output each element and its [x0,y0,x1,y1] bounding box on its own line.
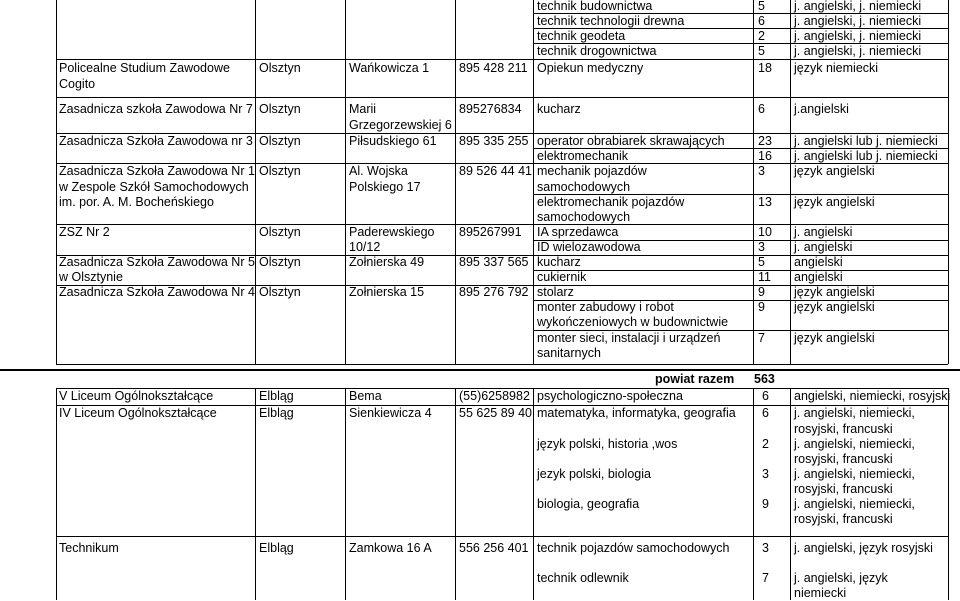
phone-cell: (55)6258982 [459,389,530,403]
school-name-cell: im. por. A. M. Bocheńskiego [59,195,214,209]
phone-cell: 895276834 [459,102,522,116]
grid-line [345,388,346,600]
grid-line [533,0,534,364]
hours-cell: 16 [758,149,772,163]
language-cell: j.angielski [794,102,849,116]
section-divider [0,369,960,371]
phone-cell: 55 625 89 40 [459,406,532,420]
school-name-cell: Zasadnicza Szkoła Zawodowa Nr 5 [59,255,255,269]
field-cell: samochodowych [537,180,631,194]
city-cell: Olsztyn [259,225,301,239]
hours-cell: 10 [758,225,772,239]
total-label: powiat razem [655,372,735,386]
hours-cell: 6 [762,406,769,420]
hours-cell: 6 [758,102,765,116]
school-name-cell: Zasadnicza szkoła Zawodowa Nr 7 [59,102,253,116]
city-cell: Elbląg [259,389,294,403]
grid-line [56,0,57,364]
address-cell: Polskiego 17 [349,180,421,194]
language-cell: angielski, niemiecki, rosyjski [794,389,951,403]
hours-cell: 3 [762,541,769,555]
grid-line [753,388,754,600]
city-cell: Olsztyn [259,285,301,299]
school-name-cell: Zasadnicza Szkoła Zawodowa nr 3 [59,134,253,148]
language-cell: język angielski [794,285,875,299]
field-cell: sanitarnych [537,346,601,360]
hours-cell: 5 [758,255,765,269]
school-name-cell: Technikum [59,541,119,555]
grid-line [533,270,948,271]
language-cell: język angielski [794,300,875,314]
field-cell: elektromechanik [537,149,629,163]
grid-line [948,388,949,600]
hours-cell: 6 [762,389,769,403]
language-cell: j. angielski, j. niemiecki [794,29,922,43]
hours-cell: 9 [762,497,769,511]
address-cell: Marii [349,102,377,116]
school-name-cell: w Olsztynie [59,270,123,284]
field-cell: monter zabudowy i robot [537,300,674,314]
language-cell: angielski [794,255,843,269]
field-cell: jezyk polski, biologia [537,467,651,481]
language-cell: j. angielski, język [794,571,888,585]
address-cell: Żołnierska 15 [349,285,425,299]
language-cell: j. angielski lub j. niemiecki [794,134,938,148]
school-name-cell: Policealne Studium Zawodowe [59,61,230,75]
field-cell: wykończeniowych w budownictwie [537,315,729,329]
field-cell: samochodowych [537,210,631,224]
language-cell: j. angielski, język rosyjski [794,541,933,555]
address-cell: Grzegorzewskiej 6 [349,118,452,132]
phone-cell: 895 337 565 [459,255,529,269]
field-cell: technik budownictwa [537,0,653,13]
grid-line [790,0,791,364]
language-cell: język angielski [794,164,875,178]
phone-cell: 556 256 401 [459,541,529,555]
address-cell: Paderewskiego [349,225,435,239]
field-cell: technik drogownictwa [537,44,657,58]
grid-line [753,0,754,364]
field-cell: technik pojazdów samochodowych [537,541,730,555]
phone-cell: 895 428 211 [459,61,528,75]
hours-cell: 18 [758,61,772,75]
hours-cell: 5 [758,44,765,58]
field-cell: psychologiczno-społeczna [537,389,683,403]
city-cell: Olsztyn [259,255,301,269]
language-cell: j. angielski, j. niemiecki [794,14,922,28]
field-cell: Opiekun medyczny [537,61,644,75]
hours-cell: 9 [758,285,765,299]
language-cell: rosyjski, francuski [794,482,893,496]
field-cell: technik geodeta [537,29,626,43]
grid-line [455,0,456,364]
language-cell: język angielski [794,331,875,345]
language-cell: angielski [794,270,843,284]
school-name-cell: ZSZ Nr 2 [59,225,110,239]
address-cell: Piłsudskiego 61 [349,134,437,148]
grid-line [455,388,456,600]
hours-cell: 5 [758,0,765,13]
school-name-cell: w Zespole Szkół Samochodowych [59,180,249,194]
field-cell: technik technologii drewna [537,14,685,28]
grid-line [948,0,949,364]
field-cell: operator obrabiarek skrawających [537,134,725,148]
language-cell: j. angielski lub j. niemiecki [794,149,938,163]
field-cell: monter sieci, instalacji i urządzeń [537,331,721,345]
school-name-cell: V Liceum Ogólnokształcące [59,389,214,403]
hours-cell: 11 [758,270,771,284]
hours-cell: 2 [762,437,769,451]
school-name-cell: Zasadnicza Szkoła Zawodowa Nr 4 [59,285,255,299]
grid-line [790,388,791,600]
city-cell: Olsztyn [259,102,301,116]
grid-line [255,388,256,600]
school-name-cell: Cogito [59,77,96,91]
language-cell: j. angielski, niemiecki, [794,437,915,451]
address-cell: Żołnierska 49 [349,255,425,269]
grid-line [56,97,948,98]
phone-cell: 895267991 [459,225,522,239]
hours-cell: 3 [758,240,765,254]
field-cell: cukiernik [537,270,587,284]
language-cell: rosyjski, francuski [794,452,893,466]
language-cell: j. angielski, niemiecki, [794,497,915,511]
city-cell: Olsztyn [259,61,301,75]
hours-cell: 6 [758,14,765,28]
language-cell: j. angielski, niemiecki, [794,467,915,481]
phone-cell: 89 526 44 41 [459,164,532,178]
school-name-cell: IV Liceum Ogólnokształcące [59,406,217,420]
field-cell: język polski, historia ,wos [537,437,678,451]
language-cell: j. angielski [794,225,853,239]
grid-line [56,388,57,600]
hours-cell: 2 [758,29,765,43]
phone-cell: 895 335 255 [459,134,529,148]
language-cell: niemiecki [794,586,847,600]
language-cell: rosyjski, francuski [794,512,893,526]
city-cell: Olsztyn [259,134,301,148]
grid-line [56,364,948,365]
field-cell: stolarz [537,285,574,299]
field-cell: kucharz [537,255,581,269]
address-cell: Zamkowa 16 A [349,541,432,555]
grid-line [533,388,534,600]
grid-line [56,59,948,60]
grid-line [56,536,948,537]
language-cell: j. angielski [794,240,853,254]
grid-line [255,0,256,364]
city-cell: Olsztyn [259,164,301,178]
field-cell: kucharz [537,102,581,116]
field-cell: elektromechanik pojazdów [537,195,685,209]
grid-line [345,0,346,364]
language-cell: język niemiecki [794,61,879,75]
hours-cell: 7 [762,571,769,585]
hours-cell: 9 [758,300,765,314]
address-cell: Al. Wojska [349,164,408,178]
hours-cell: 7 [758,331,765,345]
language-cell: rosyjski, francuski [794,422,893,436]
language-cell: język angielski [794,195,875,209]
field-cell: ID wielozawodowa [537,240,641,254]
address-cell: 10/12 [349,240,381,254]
city-cell: Elbląg [259,541,294,555]
field-cell: IA sprzedawca [537,225,619,239]
phone-cell: 895 276 792 [459,285,529,299]
field-cell: technik odlewnik [537,571,629,585]
address-cell: Sienkiewicza 4 [349,406,432,420]
hours-cell: 3 [762,467,769,481]
city-cell: Elbląg [259,406,294,420]
field-cell: matematyka, informatyka, geografia [537,406,736,420]
school-name-cell: Zasadnicza Szkoła Zawodowa Nr 1 [59,164,255,178]
hours-cell: 23 [758,134,772,148]
field-cell: mechanik pojazdów [537,164,647,178]
address-cell: Bema [349,389,382,403]
language-cell: j. angielski, j. niemiecki [794,44,922,58]
hours-cell: 13 [758,195,772,209]
language-cell: j. angielski, niemiecki, [794,406,915,420]
address-cell: Wańkowicza 1 [349,61,430,75]
language-cell: j. angielski, j. niemiecki [794,0,922,13]
hours-cell: 3 [758,164,765,178]
field-cell: biologia, geografia [537,497,640,511]
total-value: 563 [754,372,775,386]
